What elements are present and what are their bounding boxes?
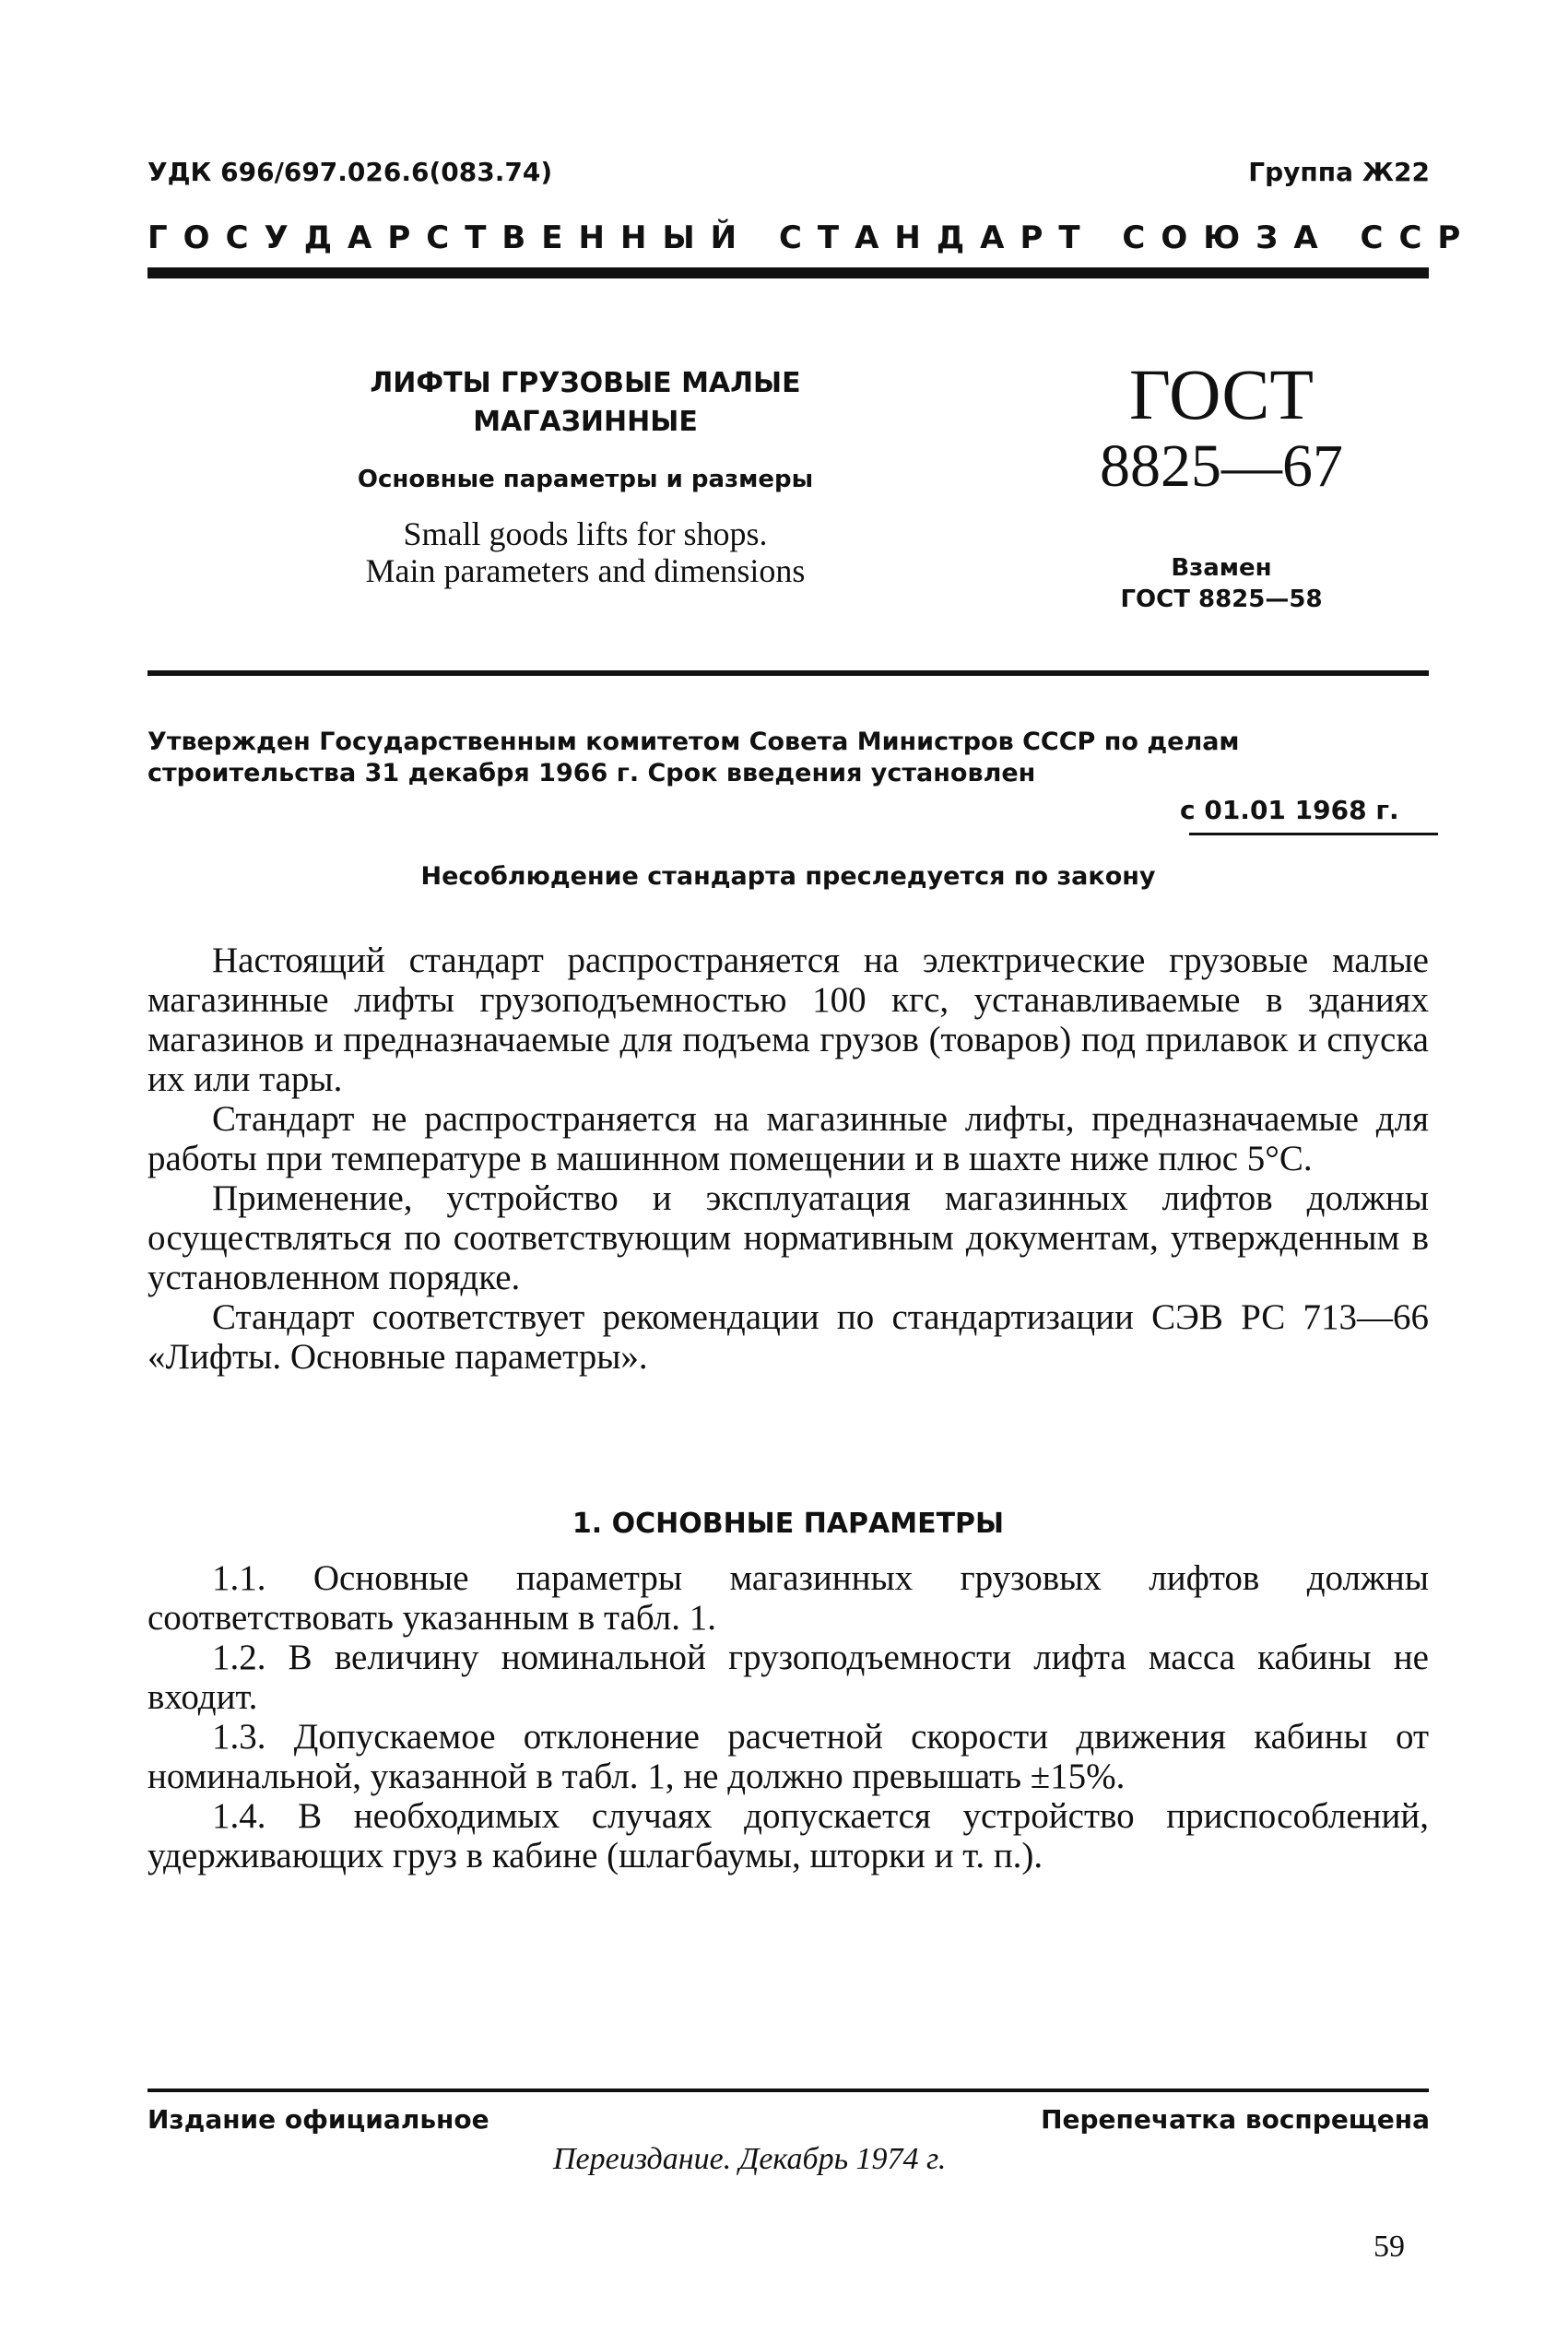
gost-number: 8825—67	[1100, 432, 1343, 500]
state-standard-title: ГОСУДАРСТВЕННЫЙ СТАНДАРТ СОЮЗА ССР	[147, 219, 1477, 256]
paragraph-exclusion: Стандарт не распространяется на магазинные лифты, предназначаемые для работы при температуре в машинном помещении и в шахте ниже плюс 5°С.	[147, 1099, 1429, 1178]
clause-1-2: 1.2. В величину номинальной грузоподъемности лифта масса кабины не входит.	[147, 1638, 1429, 1717]
paragraph-conformity: Стандарт соответствует рекомендации по стандартизации СЭВ РС 713—66 «Лифты. Основные параметры».	[147, 1297, 1429, 1377]
page-number: 59	[1373, 2230, 1405, 2264]
header-rule	[147, 267, 1429, 278]
title-block	[313, 364, 857, 589]
clause-1-3: 1.3. Допускаемое отклонение расчетной скорости движения кабины от номинальной, указанной в табл. 1, не должно превышать ±15%.	[147, 1717, 1429, 1796]
reissue-note: Переиздание. Декабрь 1974 г.	[553, 2142, 947, 2176]
english-title	[313, 515, 857, 589]
english-title-line-1: Small goods lifts for shops.	[403, 515, 768, 552]
paragraph-scope: Настоящий стандарт распространяется на электрические грузовые малые магазинные лифты грузоподъемностью 100 кгс, устанавливаемые в зданиях магазинов и предназначаемые для подъема грузов (товаров) под прилавок и спуска их или тары.	[147, 941, 1429, 1099]
title-line-2: МАГАЗИННЫЕ	[473, 406, 698, 438]
group-code: Группа Ж22	[1248, 157, 1430, 187]
udk-code: УДК 696/697.026.6(083.74)	[147, 157, 553, 187]
title-line-1: ЛИФТЫ ГРУЗОВЫЕ МАЛЫЕ	[370, 367, 801, 399]
footer-rule	[147, 2088, 1429, 2092]
section-heading: 1. ОСНОВНЫЕ ПАРАМЕТРЫ	[572, 1508, 1005, 1540]
reprint-notice: Перепечатка воспрещена	[1041, 2104, 1430, 2135]
effective-date: с 01.01 1968 г.	[1180, 795, 1399, 825]
effective-date-rule	[1189, 833, 1438, 835]
gost-block	[1074, 355, 1369, 615]
gost-label: ГОСТ	[1128, 354, 1315, 434]
clause-1-1: 1.1. Основные параметры магазинных грузовых лифтов должны соответствовать указанным в табл. 1.	[147, 1558, 1429, 1638]
clause-1-4: 1.4. В необходимых случаях допускается устройство приспособлений, удерживающих груз в кабине (шлагбаумы, шторки и т. п.).	[147, 1796, 1429, 1875]
replaces-block	[1074, 552, 1369, 615]
paragraph-application: Применение, устройство и эксплуатация магазинных лифтов должны осуществляться по соответствующим нормативным документам, утвержденным в установленном порядке.	[147, 1178, 1429, 1297]
legal-notice: Несоблюдение стандарта преследуется по закону	[420, 862, 1156, 891]
approval-statement: Утвержден Государственным комитетом Совета Министров СССР по делам строительства 31 декабря 1966 г. Срок введения установлен	[147, 728, 1240, 787]
section-clauses	[147, 1558, 1429, 1875]
introduction-text	[147, 941, 1429, 1377]
title-rule	[147, 670, 1429, 676]
replaces-label: Взамен	[1171, 554, 1272, 582]
edition-label: Издание официальное	[147, 2104, 489, 2135]
document-title	[313, 364, 857, 442]
replaces-standard: ГОСТ 8825—58	[1120, 586, 1323, 613]
english-title-line-2: Main parameters and dimensions	[365, 552, 806, 589]
document-subtitle: Основные параметры и размеры	[357, 466, 814, 493]
